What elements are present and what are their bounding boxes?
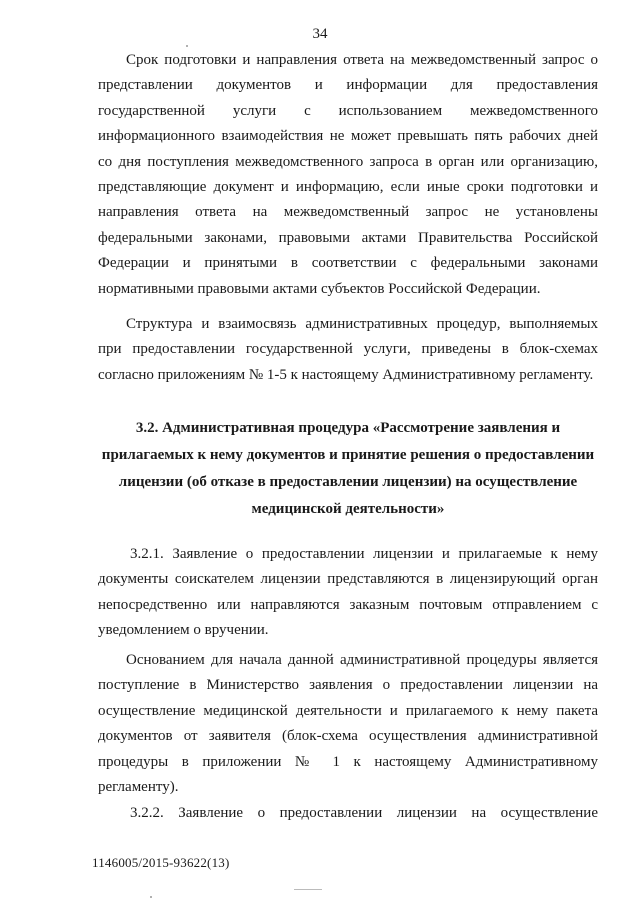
- text-line: непосредственно или направляются заказным почтовым отправлением с: [98, 596, 598, 613]
- text-line: информационного взаимодействия не может превышать пять рабочих дней: [98, 128, 598, 145]
- text-line: процедуры в приложении № 1 к настоящему Административному: [98, 753, 598, 770]
- text-line: уведомлением о вручении.: [98, 622, 269, 639]
- text-line: Основанием для начала данной административной процедуры является: [126, 652, 598, 668]
- text-line: государственной услуги с использованием межведомственного: [98, 102, 598, 119]
- scan-speck: [150, 896, 152, 898]
- page-number: 34: [312, 26, 328, 42]
- text-line: при предоставлении государственной услуги, приведены в блок-схемах: [98, 341, 598, 358]
- scan-speck: [186, 45, 188, 47]
- text-line: нормативными правовыми актами субъектов Российской Федерации.: [98, 280, 541, 297]
- text-line: 3.2.2. Заявление о предоставлении лицензии на осуществление: [130, 805, 598, 821]
- scan-speck: [294, 889, 322, 890]
- text-line: направления ответа на межведомственный запрос не установлены: [98, 204, 598, 221]
- text-line: регламенту).: [98, 779, 179, 796]
- text-line: федеральными законами, правовыми актами Правительства Российской: [98, 229, 598, 246]
- heading-line: лицензии (об отказе в предоставлении лицензии) на осуществление: [118, 474, 578, 490]
- text-line: согласно приложениям № 1-5 к настоящему Административному регламенту.: [98, 366, 594, 383]
- heading-line: прилагаемых к нему документов и принятие решения о предоставлении: [101, 447, 595, 463]
- paragraph-response-deadline: [98, 48, 598, 302]
- heading-line: медицинской деятельности»: [251, 501, 445, 517]
- text-line: Срок подготовки и направления ответа на межведомственный запрос о: [126, 52, 598, 68]
- paragraph-procedure-basis: [98, 648, 598, 800]
- text-line: представляющие документ и информацию, если иные сроки подготовки и: [98, 179, 598, 196]
- text-line: представлении документов и информации для предоставления: [98, 77, 598, 94]
- text-line: осуществление медицинской деятельности и прилагаемого к нему пакета: [98, 702, 598, 719]
- text-line: поступление в Министерство заявления о предоставлении лицензии на: [98, 677, 598, 694]
- paragraph-3-2-1: [98, 542, 598, 644]
- paragraph-procedures-structure: [98, 312, 598, 388]
- text-line: со дня поступления межведомственного запроса в орган или организацию,: [98, 153, 598, 170]
- paragraph-3-2-2: [98, 801, 598, 826]
- section-heading: [98, 415, 598, 523]
- text-line: документов от заявителя (блок-схема осуществления административной: [98, 728, 598, 745]
- text-line: Федерации и принятыми в соответствии с федеральными законами: [98, 255, 598, 272]
- heading-line: 3.2. Административная процедура «Рассмотрение заявления и: [135, 420, 561, 436]
- text-line: 3.2.1. Заявление о предоставлении лицензии и прилагаемые к нему: [130, 546, 598, 562]
- text-line: Структура и взаимосвязь административных процедур, выполняемых: [126, 316, 598, 332]
- document-code: 1146005/2015-93622(13): [92, 855, 230, 870]
- text-line: документы соискателем лицензии представляются в лицензирующий орган: [98, 571, 598, 588]
